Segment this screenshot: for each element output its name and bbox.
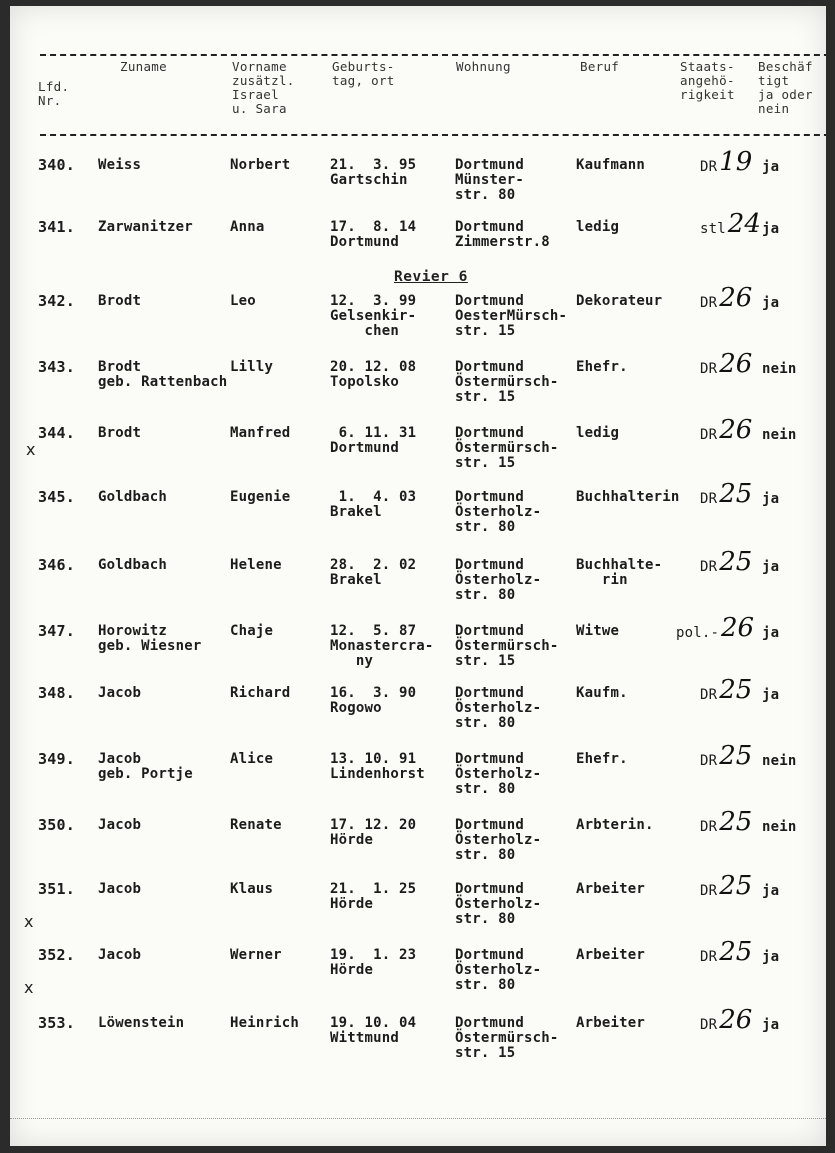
cell-beschaeftigt: ja bbox=[762, 159, 780, 175]
cell-geburt: 20. 12. 08 Topolsko bbox=[330, 359, 417, 390]
header-zuname: Zuname bbox=[120, 59, 167, 74]
handwritten-number: 25 bbox=[719, 937, 753, 967]
cell-beruf: Buchhalte- rin bbox=[576, 557, 663, 588]
header-lfd-nr: Lfd. Nr. bbox=[38, 79, 70, 108]
cell-vorname: Chaje bbox=[230, 623, 274, 639]
handwritten-number: 26 bbox=[719, 1005, 753, 1035]
cell-nr: 349. bbox=[38, 750, 75, 768]
page-bottom-edge bbox=[10, 1118, 826, 1119]
cell-wohnung: Dortmund Zimmerstr.8 bbox=[455, 219, 550, 250]
cell-nr: 345. bbox=[38, 488, 75, 506]
cell-staat: DR bbox=[700, 687, 718, 703]
cell-beschaeftigt: ja bbox=[762, 559, 780, 575]
table-row bbox=[10, 283, 826, 354]
header-beschaeftigt: Beschäf tigt ja oder nein bbox=[758, 59, 813, 116]
cell-nr: 342. bbox=[38, 292, 75, 310]
handwritten-number: 25 bbox=[719, 547, 753, 577]
cell-zuname: Weiss bbox=[98, 157, 142, 173]
cell-beschaeftigt: ja bbox=[762, 491, 780, 507]
table-row bbox=[10, 1005, 826, 1076]
cell-nr: 348. bbox=[38, 684, 75, 702]
cell-vorname: Norbert bbox=[230, 157, 291, 173]
header-staat: Staats- angehö- rigkeit bbox=[680, 59, 735, 102]
cell-wohnung: Dortmund Österholz- str. 80 bbox=[455, 947, 542, 993]
cell-beschaeftigt: ja bbox=[762, 625, 780, 641]
cell-beruf: Kaufm. bbox=[576, 685, 628, 701]
cell-zuname: Horowitz geb. Wiesner bbox=[98, 623, 202, 654]
cell-staat: DR bbox=[700, 753, 718, 769]
cell-geburt: 21. 3. 95 Gartschin bbox=[330, 157, 417, 188]
cell-geburt: 13. 10. 91 Lindenhorst bbox=[330, 751, 425, 782]
cell-wohnung: Dortmund Österholz- str. 80 bbox=[455, 489, 542, 535]
header-geburt: Geburts- tag, ort bbox=[332, 59, 395, 88]
handwritten-number: 25 bbox=[719, 807, 753, 837]
cell-nr: 341. bbox=[38, 218, 75, 236]
cell-geburt: 17. 12. 20 Hörde bbox=[330, 817, 417, 848]
margin-mark: x bbox=[26, 440, 36, 459]
cell-geburt: 6. 11. 31 Dortmund bbox=[330, 425, 417, 456]
cell-geburt: 19. 1. 23 Hörde bbox=[330, 947, 417, 978]
cell-zuname: Jacob geb. Portje bbox=[98, 751, 193, 782]
cell-wohnung: Dortmund Östermürsch- str. 15 bbox=[455, 425, 559, 471]
cell-geburt: 12. 5. 87 Monastercra- ny bbox=[330, 623, 434, 669]
cell-beruf: Arbterin. bbox=[576, 817, 654, 833]
handwritten-number: 26 bbox=[719, 283, 753, 313]
handwritten-number: 25 bbox=[719, 741, 753, 771]
table-row bbox=[10, 807, 826, 878]
cell-wohnung: Dortmund Münster- str. 80 bbox=[455, 157, 525, 203]
table-row bbox=[10, 209, 826, 280]
cell-geburt: 28. 2. 02 Brakel bbox=[330, 557, 417, 588]
cell-staat: DR bbox=[700, 883, 718, 899]
cell-staat: DR bbox=[700, 159, 718, 175]
table-row bbox=[10, 871, 826, 942]
cell-nr: 347. bbox=[38, 622, 75, 640]
cell-vorname: Eugenie bbox=[230, 489, 291, 505]
cell-beschaeftigt: nein bbox=[762, 427, 797, 443]
handwritten-number: 19 bbox=[719, 147, 753, 177]
cell-zuname: Brodt bbox=[98, 293, 142, 309]
cell-beschaeftigt: nein bbox=[762, 819, 797, 835]
cell-beruf: Ehefr. bbox=[576, 359, 628, 375]
table-row bbox=[10, 349, 826, 420]
cell-staat: stl bbox=[700, 221, 726, 237]
cell-beschaeftigt: ja bbox=[762, 295, 780, 311]
cell-geburt: 19. 10. 04 Wittmund bbox=[330, 1015, 417, 1046]
cell-zuname: Zarwanitzer bbox=[98, 219, 193, 235]
handwritten-number: 25 bbox=[719, 675, 753, 705]
cell-geburt: 21. 1. 25 Hörde bbox=[330, 881, 417, 912]
cell-nr: 350. bbox=[38, 816, 75, 834]
cell-geburt: 16. 3. 90 Rogowo bbox=[330, 685, 417, 716]
cell-beruf: Arbeiter bbox=[576, 947, 646, 963]
cell-nr: 351. bbox=[38, 880, 75, 898]
cell-staat: DR bbox=[700, 427, 718, 443]
margin-mark: x bbox=[24, 912, 34, 931]
cell-beschaeftigt: ja bbox=[762, 687, 780, 703]
section-label: Revier 6 bbox=[394, 269, 468, 285]
table-row bbox=[10, 675, 826, 746]
table-row bbox=[10, 741, 826, 812]
handwritten-number: 26 bbox=[719, 349, 753, 379]
cell-nr: 343. bbox=[38, 358, 75, 376]
header-wohnung: Wohnung bbox=[456, 59, 511, 74]
table-row bbox=[10, 479, 826, 550]
cell-staat: DR bbox=[700, 361, 718, 377]
cell-vorname: Leo bbox=[230, 293, 256, 309]
cell-beruf: Arbeiter bbox=[576, 881, 646, 897]
handwritten-number: 25 bbox=[719, 871, 753, 901]
cell-staat: DR bbox=[700, 819, 718, 835]
handwritten-number: 24 bbox=[727, 209, 761, 239]
cell-zuname: Goldbach bbox=[98, 489, 168, 505]
cell-staat: DR bbox=[700, 491, 718, 507]
handwritten-number: 26 bbox=[721, 613, 755, 643]
cell-nr: 340. bbox=[38, 156, 75, 174]
header-beruf: Beruf bbox=[580, 59, 620, 74]
cell-vorname: Alice bbox=[230, 751, 274, 767]
cell-beruf: Kaufmann bbox=[576, 157, 646, 173]
cell-zuname: Jacob bbox=[98, 685, 142, 701]
cell-beruf: ledig bbox=[576, 219, 620, 235]
cell-zuname: Löwenstein bbox=[98, 1015, 185, 1031]
cell-beschaeftigt: nein bbox=[762, 753, 797, 769]
document-page bbox=[10, 6, 826, 1146]
cell-vorname: Anna bbox=[230, 219, 265, 235]
cell-vorname: Helene bbox=[230, 557, 282, 573]
cell-zuname: Jacob bbox=[98, 947, 142, 963]
cell-geburt: 17. 8. 14 Dortmund bbox=[330, 219, 417, 250]
cell-nr: 352. bbox=[38, 946, 75, 964]
table-row bbox=[10, 415, 826, 486]
cell-staat: DR bbox=[700, 559, 718, 575]
cell-beruf: Arbeiter bbox=[576, 1015, 646, 1031]
cell-wohnung: Dortmund OesterMürsch- str. 15 bbox=[455, 293, 568, 339]
table-row bbox=[10, 147, 826, 218]
cell-wohnung: Dortmund Östermürsch- str. 15 bbox=[455, 623, 559, 669]
cell-vorname: Heinrich bbox=[230, 1015, 300, 1031]
cell-vorname: Richard bbox=[230, 685, 291, 701]
cell-staat: DR bbox=[700, 949, 718, 965]
cell-staat: DR bbox=[700, 295, 718, 311]
cell-vorname: Klaus bbox=[230, 881, 274, 897]
cell-wohnung: Dortmund Österholz- str. 80 bbox=[455, 557, 542, 603]
cell-beschaeftigt: ja bbox=[762, 221, 780, 237]
table-row bbox=[10, 613, 826, 684]
cell-vorname: Werner bbox=[230, 947, 282, 963]
cell-geburt: 12. 3. 99 Gelsenkir- chen bbox=[330, 293, 417, 339]
header-bottom-rule bbox=[40, 134, 826, 136]
table-row bbox=[10, 547, 826, 618]
cell-beschaeftigt: nein bbox=[762, 361, 797, 377]
cell-zuname: Jacob bbox=[98, 817, 142, 833]
cell-wohnung: Dortmund Österholz- str. 80 bbox=[455, 685, 542, 731]
cell-nr: 344. bbox=[38, 424, 75, 442]
cell-wohnung: Dortmund Östermürsch- str. 15 bbox=[455, 1015, 559, 1061]
cell-zuname: Brodt geb. Rattenbach bbox=[98, 359, 228, 390]
cell-beruf: Dekorateur bbox=[576, 293, 663, 309]
cell-nr: 353. bbox=[38, 1014, 75, 1032]
cell-zuname: Goldbach bbox=[98, 557, 168, 573]
cell-beschaeftigt: ja bbox=[762, 883, 780, 899]
cell-beschaeftigt: ja bbox=[762, 949, 780, 965]
cell-wohnung: Dortmund Österholz- str. 80 bbox=[455, 881, 542, 927]
cell-staat: pol.- bbox=[676, 625, 720, 641]
cell-zuname: Brodt bbox=[98, 425, 142, 441]
cell-zuname: Jacob bbox=[98, 881, 142, 897]
cell-wohnung: Dortmund Östermürsch- str. 15 bbox=[455, 359, 559, 405]
cell-beruf: ledig bbox=[576, 425, 620, 441]
cell-beruf: Buchhalterin bbox=[576, 489, 680, 505]
cell-geburt: 1. 4. 03 Brakel bbox=[330, 489, 417, 520]
cell-beschaeftigt: ja bbox=[762, 1017, 780, 1033]
cell-nr: 346. bbox=[38, 556, 75, 574]
cell-wohnung: Dortmund Österholz- str. 80 bbox=[455, 817, 542, 863]
table-row bbox=[10, 937, 826, 1008]
cell-wohnung: Dortmund Österholz- str. 80 bbox=[455, 751, 542, 797]
header-vorname: Vorname zusätzl. Israel u. Sara bbox=[232, 59, 295, 116]
cell-staat: DR bbox=[700, 1017, 718, 1033]
handwritten-number: 26 bbox=[719, 415, 753, 445]
cell-vorname: Lilly bbox=[230, 359, 274, 375]
header-top-rule bbox=[40, 54, 826, 56]
handwritten-number: 25 bbox=[719, 479, 753, 509]
cell-beruf: Witwe bbox=[576, 623, 620, 639]
cell-vorname: Renate bbox=[230, 817, 282, 833]
cell-beruf: Ehefr. bbox=[576, 751, 628, 767]
margin-mark: x bbox=[24, 978, 34, 997]
cell-vorname: Manfred bbox=[230, 425, 291, 441]
